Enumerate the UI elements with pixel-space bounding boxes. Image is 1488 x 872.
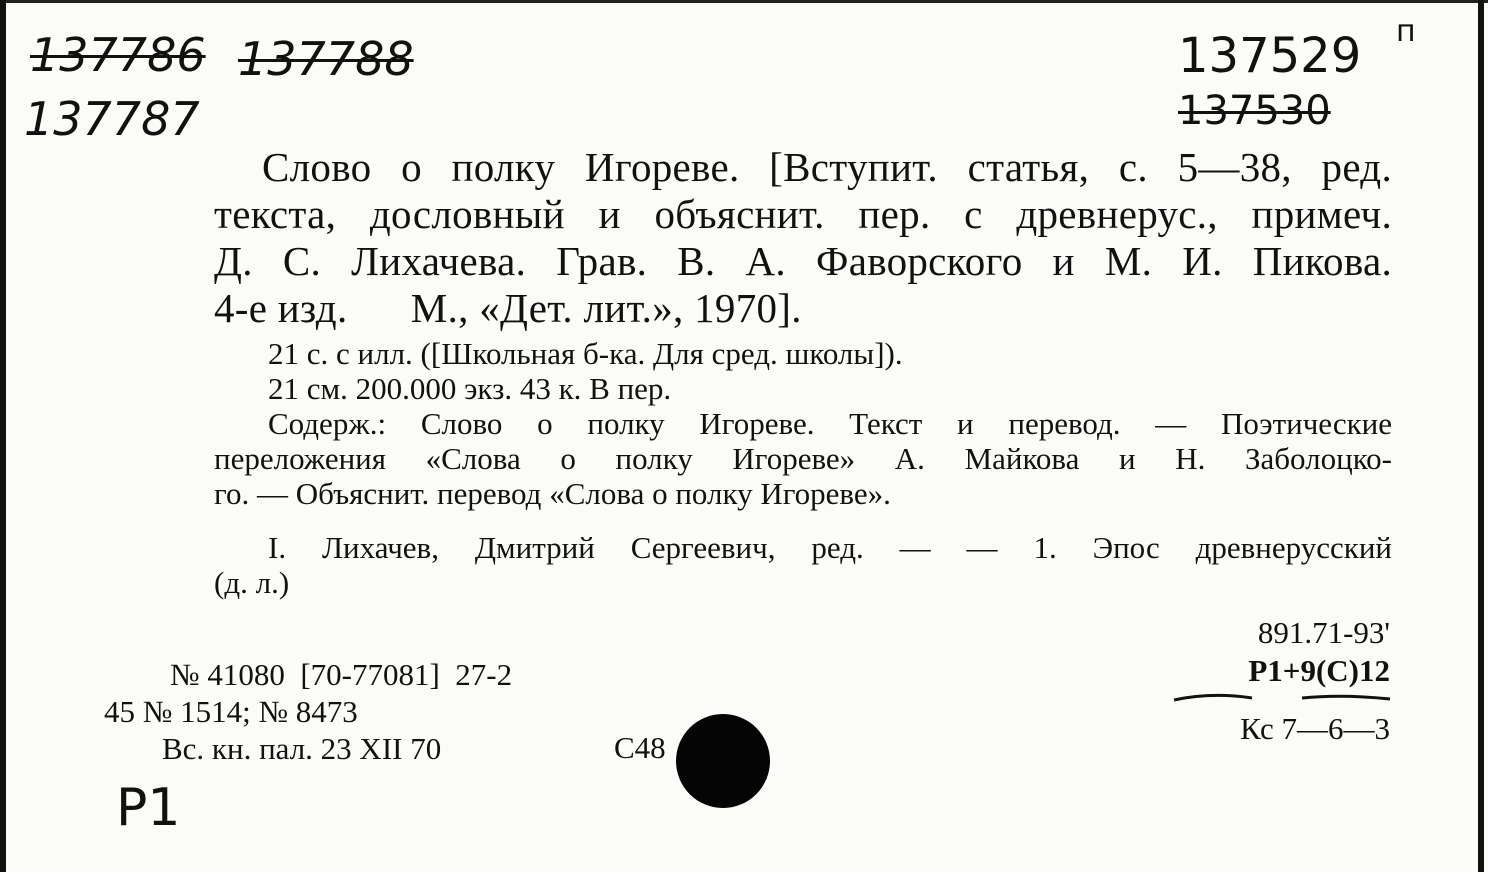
physical-line-2: 21 см. 200.000 экз. 43 к. В пер. bbox=[268, 371, 672, 406]
struck-inventory-number-2: 137788 bbox=[238, 32, 414, 86]
bbk-index: Р1+9(С)12 bbox=[1248, 653, 1390, 688]
handwritten-mark: P1 bbox=[116, 778, 181, 838]
contents-line-3: го. — Объяснит. перевод «Слова о полку Игореве». bbox=[214, 476, 891, 511]
punch-hole bbox=[676, 714, 770, 808]
record-number: № 41080 [70-77081] 27-2 bbox=[170, 657, 513, 692]
udc-index: 891.71-93' bbox=[1257, 615, 1390, 650]
contents-note bbox=[214, 406, 1392, 511]
tracings bbox=[214, 530, 1392, 600]
contents-line-1: Содерж.: Слово о полку Игореве. Текст и перевод. — Поэтические bbox=[268, 406, 1392, 441]
physical-description bbox=[214, 336, 1392, 406]
tracing-line-2: (д. л.) bbox=[214, 565, 290, 600]
bibliographic-description bbox=[214, 144, 1392, 332]
entry-line-1: Слово о полку Игореве. [Вступит. статья, с. 5—38, ред. bbox=[262, 144, 1392, 190]
contents-line-2: переложения «Слова о полку Игореве» А. Майкова и Н. Заболоцко- bbox=[214, 441, 1392, 476]
classification bbox=[1150, 614, 1390, 748]
struck-inventory-number-right: 137530 bbox=[1178, 88, 1331, 134]
c-code: С48 bbox=[614, 730, 666, 765]
card-right-edge bbox=[1478, 0, 1484, 872]
entry-line-4: 4-е изд. М., «Дет. лит.», 1970]. bbox=[214, 285, 802, 331]
registration-data bbox=[104, 656, 512, 767]
book-chamber-date: Вс. кн. пал. 23 XII 70 bbox=[162, 731, 442, 766]
physical-line-1: 21 с. с илл. ([Школьная б-ка. Для сред. школы]). bbox=[268, 336, 903, 371]
card-top-edge bbox=[0, 0, 1488, 3]
author-mark: Кс 7—6—3 bbox=[1240, 711, 1390, 746]
struck-inventory-number-1: 137786 bbox=[30, 28, 206, 82]
entry-line-3: Д. С. Лихачева. Грав. В. А. Фаворского и М. И. Пикова. bbox=[214, 238, 1392, 284]
order-number: 45 № 1514; № 8473 bbox=[104, 694, 358, 729]
inventory-mark: п bbox=[1396, 14, 1416, 49]
inventory-number-right: 137529 bbox=[1178, 28, 1362, 84]
tracing-line-1: I. Лихачев, Дмитрий Сергеевич, ред. — — 1. Эпос древнерусский bbox=[268, 530, 1392, 565]
card-left-edge bbox=[0, 0, 6, 872]
entry-line-2: текста, дословный и объяснит. пер. с древнерус., примеч. bbox=[214, 191, 1392, 237]
inventory-number-left: 137787 bbox=[24, 92, 200, 146]
underline-stroke bbox=[1172, 690, 1392, 704]
